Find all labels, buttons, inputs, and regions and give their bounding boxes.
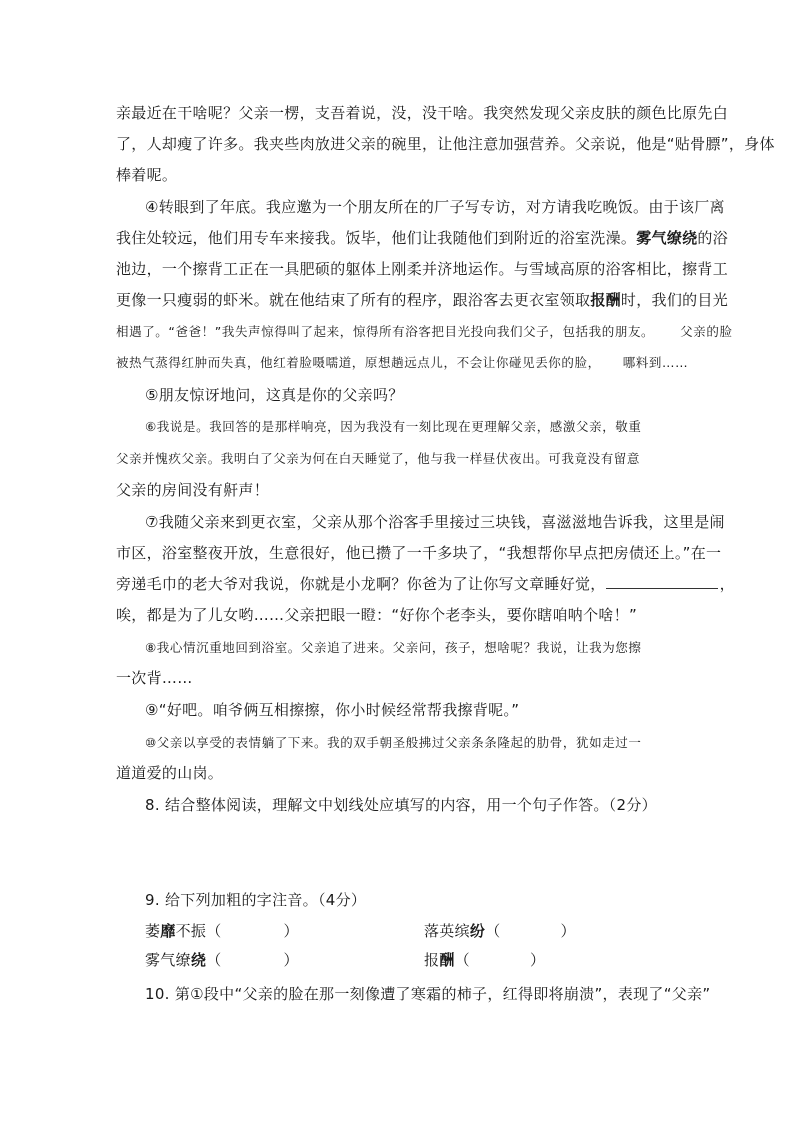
text-span: 更像一只瘦弱的虾米。就在他结束了所有的程序，跟浴客去更衣室领取: [116, 291, 591, 309]
paragraph-line: 亲最近在干啥呢？父亲一楞，支吾着说，没，没干啥。我突然发现父亲皮肤的颜色比原先白: [116, 104, 729, 122]
paragraph-8-line: ⑧我心情沉重地回到浴室。父亲追了进来。父亲问，孩子，想啥呢？我说，让我为您擦: [145, 640, 642, 655]
paragraph-6-line: ⑥我说是。我回答的是那样响亮，因为我没有一刻比现在更理解父亲，感激父亲，敬重: [145, 419, 642, 434]
paragraph-line: 唉，都是为了儿女哟……父亲把眼一瞪：“好你个老李头，要你瞎咱呐个啥！”: [116, 606, 638, 624]
text-span: 哪料到……: [622, 355, 689, 370]
question-9: 9. 给下列加粗的字注音。（4分）: [145, 891, 367, 909]
question-10: 10. 第①段中“父亲的脸在那一刻像遭了寒霜的柿子，红得即将崩溃”，表现了“父亲”: [145, 985, 711, 1003]
text-span: 相遇了。“爸爸！”我失声惊得叫了起来，惊得所有浴客把目光投向我们父子，包括我的朋友。: [116, 324, 655, 339]
paragraph-5-line: ⑤朋友惊讶地问，这真是你的父亲吗？: [145, 386, 404, 404]
pinyin-item-4: 报酬（ ）: [424, 951, 546, 969]
question-8: 8. 结合整体阅读，理解文中划线处应填写的内容，用一个句子作答。（2分）: [145, 796, 657, 814]
paragraph-line: 道道爱的山岗。: [116, 764, 224, 782]
text-span: 的浴: [697, 229, 729, 247]
bold-char: 酬: [439, 951, 455, 969]
bold-char: 绕: [190, 951, 207, 969]
paragraph-7-line: ⑦我随父亲来到更衣室，父亲从那个浴客手里接过三块钱，喜滋滋地告诉我，这里是闹: [145, 513, 725, 531]
paragraph-line: 一次背……: [116, 669, 193, 687]
answer-blank[interactable]: [606, 574, 718, 589]
paragraph-line: [116, 322, 733, 342]
bold-word: 报酬: [590, 291, 621, 309]
paragraph-4-line: ④转眼到了年底。我应邀为一个朋友所在的厂子写专访，对方请我吃晚饭。由于该厂离: [145, 198, 725, 216]
text-span: 父亲的脸: [680, 324, 733, 339]
pinyin-item-2: 落英缤纷（ ）: [424, 922, 576, 940]
paragraph-line: 父亲的房间没有鼾声！: [116, 481, 270, 499]
paragraph-line: 棒着呢。: [116, 166, 178, 184]
paragraph-line: 市区，浴室整夜开放，生意很好，他已攒了一千多块了，“我想帮你早点把房债还上。”在一: [116, 544, 722, 562]
paragraph-line: 父亲并愧疚父亲。我明白了父亲为何在白天睡觉了，他与我一样昼伏夜出。可我竟没有留意: [116, 451, 641, 466]
paragraph-line: 了，人却瘦了许多。我夹些肉放进父亲的碗里，让他注意加强营养。父亲说，他是“贴骨膘”，身体: [116, 135, 775, 153]
text-span: 旁递毛巾的老大爷对我说，你就是小龙啊？你爸为了让你写文章睡好觉，: [116, 575, 606, 593]
paragraph-line: [116, 353, 688, 373]
text-span: 被热气蒸得红肿而失真，他红着脸嗫嚅道，原想趟远点儿，不会让你碰见丢你的脸，: [116, 355, 601, 370]
paragraph-line: 池边，一个擦背工正在一具肥硕的躯体上刚柔并济地运作。与雪域高原的浴客相比，擦背工: [116, 260, 729, 278]
paragraph-line: [116, 574, 735, 594]
paragraph-line: [116, 228, 728, 248]
text-span: 时，我们的目光: [620, 291, 729, 309]
paragraph-9-line: ⑨“好吧。咱爷俩互相擦擦，你小时候经常帮我擦背呢。”: [145, 701, 520, 719]
pinyin-item-1: 萎靡不振（ ）: [145, 922, 299, 940]
text-span: 我住处较远，他们用专车来接我。饭毕，他们让我随他们到附近的浴室洗澡。: [116, 229, 637, 247]
paragraph-10-line: ⑩父亲以享受的表情躺了下来。我的双手朝圣般拂过父亲条条隆起的肋骨，犹如走过一: [145, 735, 642, 750]
text-span: ，: [719, 575, 735, 593]
bold-char: 纷: [469, 922, 486, 940]
paragraph-line: [116, 290, 728, 310]
pinyin-item-3: 雾气缭绕（ ）: [145, 951, 299, 969]
bold-char: 靡: [160, 922, 176, 940]
bold-word: 雾气缭绕: [636, 229, 698, 247]
